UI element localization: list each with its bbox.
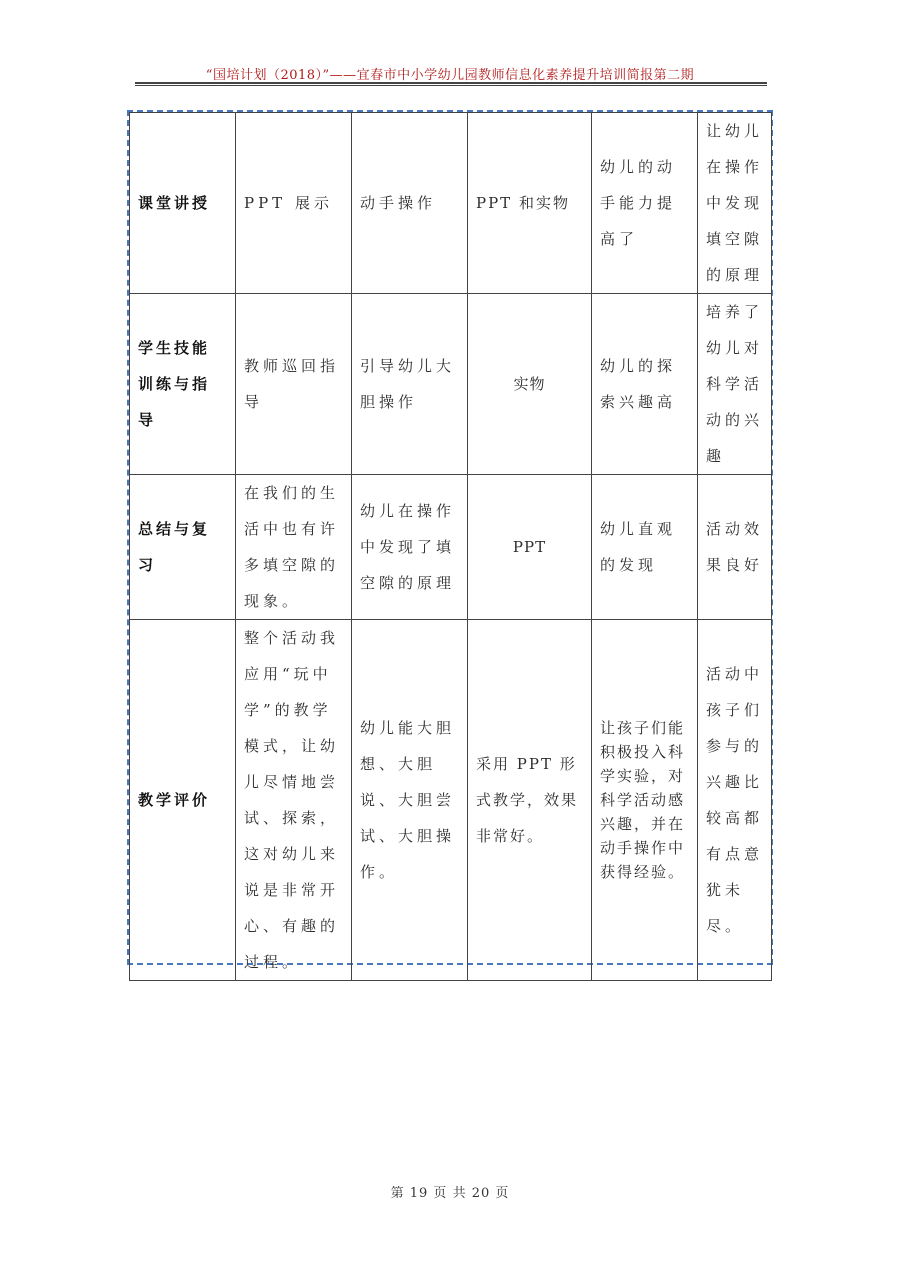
student-activity-cell: 动手操作	[352, 113, 468, 294]
table-row	[130, 620, 772, 981]
resource-cell: 采用 PPT 形式教学，效果非常好。	[468, 620, 592, 981]
effect-cell: 幼儿直观的发现	[592, 475, 698, 620]
document-header-title: “国培计划（2018）”——宜春市中小学幼儿园教师信息化素养提升培训简报第二期	[205, 68, 695, 83]
header-divider	[135, 82, 767, 86]
teacher-activity-cell: 在我们的生活中也有许多填空隙的现象。	[236, 475, 352, 620]
student-activity-cell: 幼儿在操作中发现了填空隙的原理	[352, 475, 468, 620]
effect-cell: 幼儿的动手能力提高了	[592, 113, 698, 294]
row-label: 课堂讲授	[130, 113, 236, 294]
teacher-activity-cell: 整个活动我应用“玩中学”的教学模式，让幼儿尽情地尝试、探索，这对幼儿来说是非常开心、有趣的过程。	[236, 620, 352, 981]
note-cell: 让幼儿在操作中发现填空隙的原理	[698, 113, 772, 294]
note-cell: 活动效果良好	[698, 475, 772, 620]
teacher-activity-cell: PPT 展示	[236, 113, 352, 294]
teacher-activity-cell: 教师巡回指导	[236, 294, 352, 475]
row-label: 总结与复习	[130, 475, 236, 620]
effect-cell: 让孩子们能积极投入科学实验，对科学活动感兴趣，并在动手操作中获得经验。	[592, 620, 698, 981]
resource-cell: PPT	[468, 475, 592, 620]
note-cell: 培养了幼儿对科学活动的兴趣	[698, 294, 772, 475]
table-row	[130, 294, 772, 475]
resource-cell: PPT 和实物	[468, 113, 592, 294]
note-cell: 活动中孩子们参与的兴趣比较高都有点意犹未尽。	[698, 620, 772, 981]
effect-cell: 幼儿的探索兴趣高	[592, 294, 698, 475]
resource-cell: 实物	[468, 294, 592, 475]
row-label: 教学评价	[130, 620, 236, 981]
student-activity-cell: 幼儿能大胆想、大胆说、大胆尝试、大胆操作。	[352, 620, 468, 981]
student-activity-cell: 引导幼儿大胆操作	[352, 294, 468, 475]
teaching-evaluation-table	[129, 112, 772, 981]
row-label: 学生技能训练与指导	[130, 294, 236, 475]
page-number-footer: 第 19 页 共 20 页	[390, 1186, 510, 1201]
table-row	[130, 113, 772, 294]
table-row	[130, 475, 772, 620]
